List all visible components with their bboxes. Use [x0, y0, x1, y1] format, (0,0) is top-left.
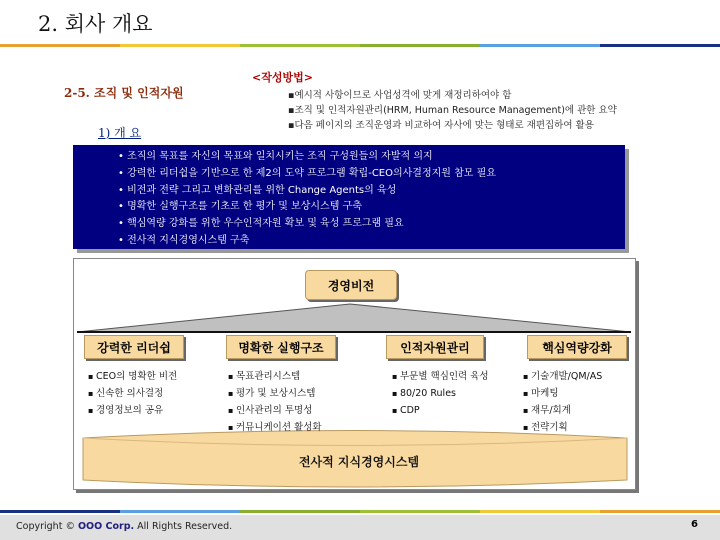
pillar-title: 명확한 실행구조: [226, 335, 336, 359]
copyright: [16, 521, 232, 532]
pillar-title: 인적자원관리: [386, 335, 484, 359]
pillar-item: ▪ 경영정보의 공유: [88, 402, 177, 419]
page-title: 2. 회사 개요: [38, 12, 153, 36]
pillar-item: ▪ 기술개발/QM/AS: [523, 368, 602, 385]
pillar-item: ▪ 목표관리시스템: [228, 368, 322, 385]
overview-item: • 비전과 전략 그리고 변화관리를 위한 Change Agents의 육성: [118, 183, 625, 200]
howto-item: ▪예시적 사항이므로 사업성격에 맞게 재정리하여야 함: [288, 90, 512, 101]
pillar-title: 핵심역량강화: [527, 335, 627, 359]
pillar-item: ▪ 인사관리의 투명성: [228, 402, 322, 419]
corp-name: OOO Corp.: [77, 521, 135, 532]
pillar-item: ▪ 커뮤니케이션 활성화: [228, 419, 322, 436]
pillar-item: ▪ 재무/회계: [523, 402, 602, 419]
pillar-item: ▪ CDP: [392, 402, 489, 419]
howto-label: <작성방법>: [252, 71, 313, 84]
overview-item: • 조직의 목표를 자신의 목표와 일치시키는 조직 구성원들의 자발적 의지: [118, 149, 625, 166]
pillar-list: [228, 368, 322, 436]
overview-heading: 1) 개 요: [98, 126, 142, 140]
pillar-item: ▪ 부문별 핵심인력 육성: [392, 368, 489, 385]
base-label: 전사적 지식경영시스템: [298, 455, 420, 469]
pillar-item: ▪ 평가 및 보상시스템: [228, 385, 322, 402]
copyright-text: Copyright ©: [16, 521, 75, 532]
pillar-item: ▪ 전략기획: [523, 419, 602, 436]
color-bar-top: [0, 44, 720, 47]
overview-item: • 핵심역량 강화를 위한 우수인적자원 확보 및 육성 프로그램 필요: [118, 216, 625, 233]
pillar-list: [392, 368, 489, 419]
pillar-item: ▪ 80/20 Rules: [392, 385, 489, 402]
pillar-item: ▪ 마케팅: [523, 385, 602, 402]
color-bar-bottom: [0, 510, 720, 513]
rights-text: All Rights Reserved.: [137, 521, 233, 532]
overview-item: • 명확한 실행구조를 기초로 한 평가 및 보상시스템 구축: [118, 199, 625, 216]
pillar-title: 강력한 리더쉽: [84, 335, 184, 359]
overview-item: • 강력한 리더쉽을 기반으로 한 제2의 도약 프로그램 확립-CEO의사결정지원 참모 필요: [118, 166, 625, 183]
overview-box: [73, 145, 625, 249]
howto-item: ▪조직 및 인적자원관리(HRM, Human Resource Management)에 관한 요약: [288, 105, 617, 116]
pillar-item: ▪ CEO의 명확한 비전: [88, 368, 177, 385]
howto-item: ▪다음 페이지의 조직운영과 비교하여 자사에 맞는 형태로 재편집하여 활용: [288, 120, 594, 131]
pillar-list: [88, 368, 177, 419]
section-title: 2-5. 조직 및 인적자원: [64, 86, 184, 100]
overview-item: • 전사적 지식경영시스템 구축: [118, 233, 625, 250]
roof-triangle: [77, 304, 631, 332]
pillar-item: ▪ 신속한 의사결정: [88, 385, 177, 402]
vision-box: 경영비전: [305, 270, 397, 300]
page-number: 6: [691, 519, 698, 530]
pillar-list: [523, 368, 602, 436]
